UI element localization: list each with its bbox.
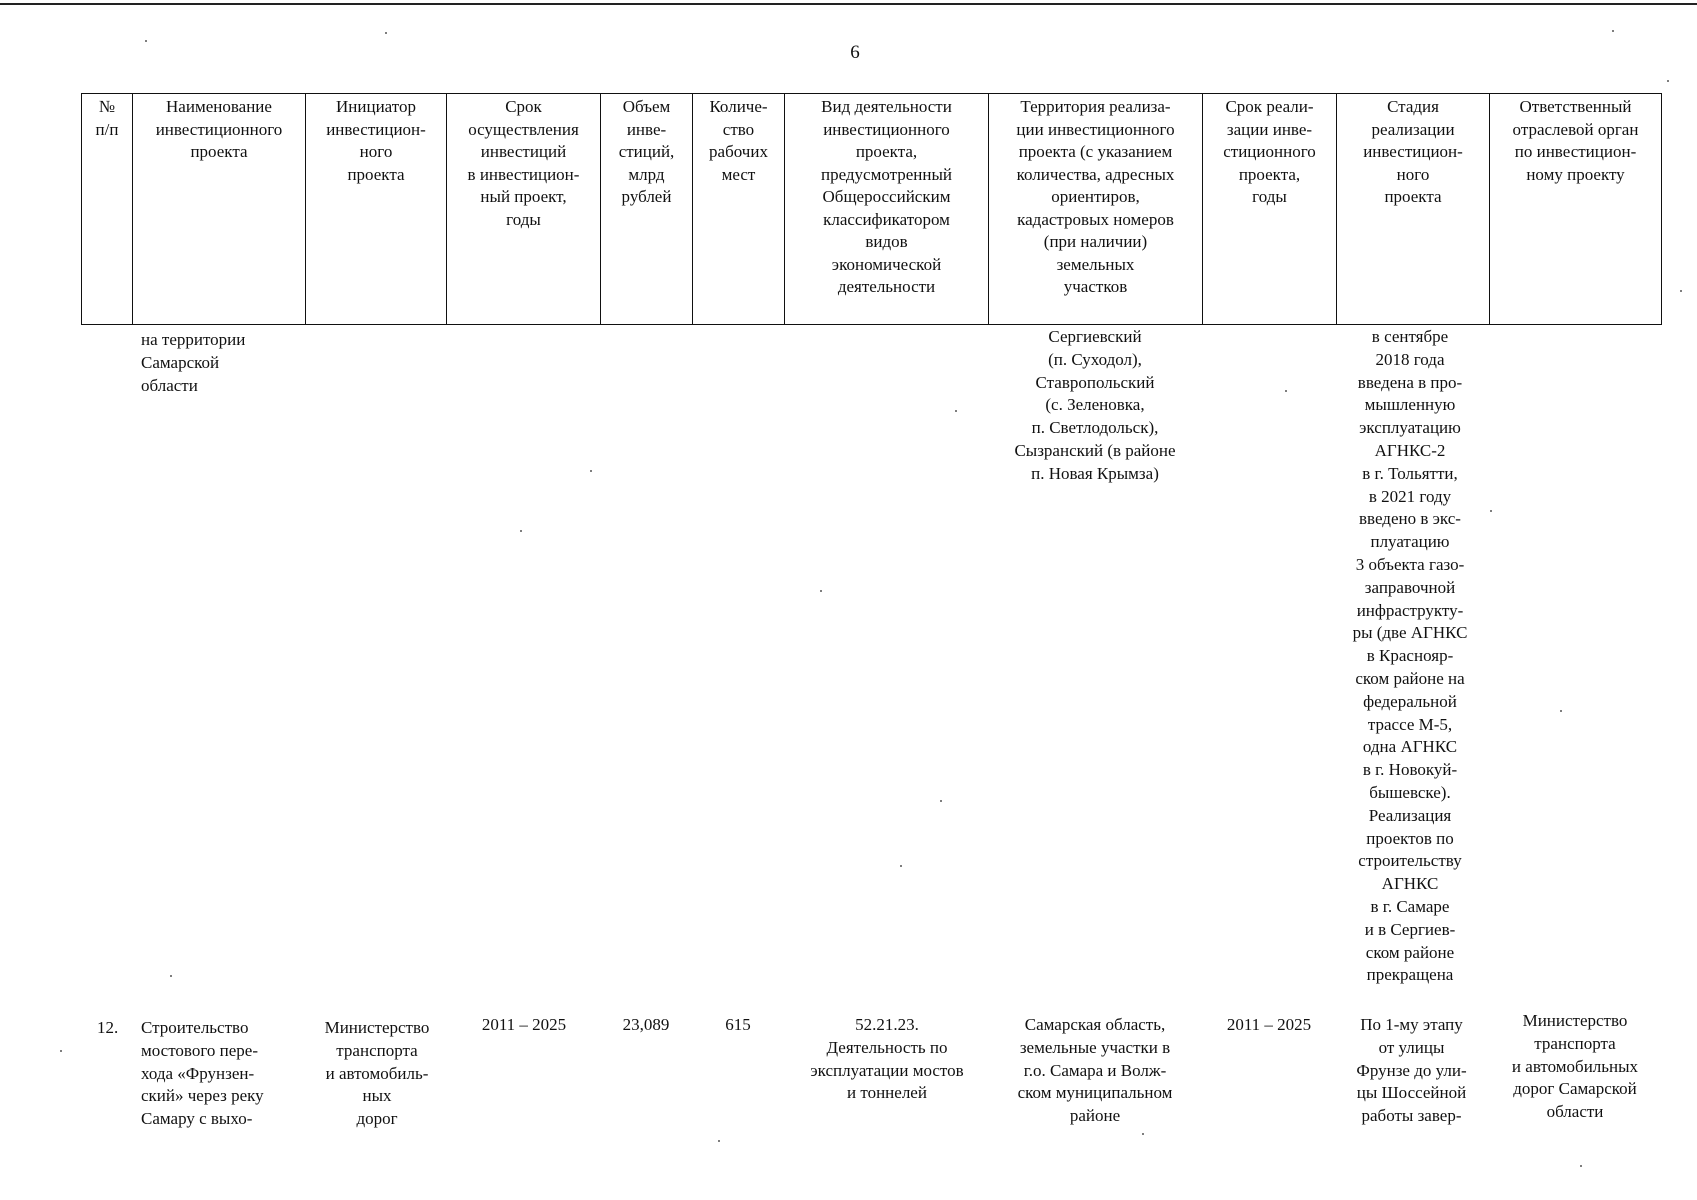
header-investment-period: Срок осуществления инвестиций в инвестицион- ный проект, годы [447,94,601,325]
row12-investment-period: 2011 – 2025 [481,1015,567,1034]
header-project-name: Наименование инвестиционного проекта [133,94,306,325]
scan-speck [1580,1165,1582,1167]
header-stage: Стадия реализации инвестицион- ного проекта [1337,94,1490,325]
row12-jobs-count: 615 [725,1015,751,1034]
scan-speck [900,865,902,867]
row12-implementation-period: 2011 – 2025 [1226,1015,1312,1034]
row12-number: 12. [97,1018,119,1037]
header-implementation-period: Срок реали- зации инве- стиционного проекта, годы [1203,94,1337,325]
header-responsible-body: Ответственный отраслевой орган по инвестицион- ному проекту [1490,94,1662,325]
scan-speck [820,590,822,592]
continuation-project-name: на территории Самарской области [141,330,246,395]
scan-speck [1680,290,1682,292]
scan-speck [520,530,522,532]
scan-top-edge [0,3,1697,5]
page-number: 6 [850,42,860,63]
row12-stage: По 1-му этапу от улицы Фрунзе до ули- цы Шоссейной работы завер- [1356,1015,1467,1126]
header-initiator: Инициатор инвестицион- ного проекта [306,94,447,325]
scan-speck [718,1140,720,1142]
scan-speck [170,975,172,977]
scan-speck [60,1050,62,1052]
row12-investment-volume: 23,089 [622,1015,670,1034]
header-activity-type: Вид деятельности инвестиционного проекта, предусмотренный Общероссийским классификатором видов экономической деятельности [785,94,989,325]
continuation-territory: Сергиевский (п. Суходол), Ставропольский (с. Зеленовка, п. Светлодольск), Сызранский (в районе п. Новая Крымза) [1014,327,1176,483]
scan-speck [1560,710,1562,712]
row12-responsible-body: Министерство транспорта и автомобильных дорог Самарской области [1511,1011,1639,1122]
scan-speck [590,470,592,472]
header-territory: Территория реализа- ции инвестиционного проекта (с указанием количества, адресных ориентиров, кадастровых номеров (при наличии) земельных участков [989,94,1203,325]
scan-speck [955,410,957,412]
scan-speck [1285,390,1287,392]
row12-territory: Самарская область, земельные участки в г.о. Самара и Волж- ском муниципальном районе [1017,1015,1173,1126]
row12-initiator: Министерство транспорта и автомобиль- ных дорог [324,1018,430,1129]
scan-speck [1490,510,1492,512]
header-investment-volume: Объем инве- стиций, млрд рублей [601,94,693,325]
continuation-stage: в сентябре 2018 года введена в про- мышленную эксплуатацию АГНКС-2 в г. Тольятти, в 2021 году введено в экс- плуатацию 3 объекта газо- заправочной инфраструкту- ры (две АГНКС в Краснояр- ском районе на федеральной трассе М-5, одна АГНКС в г. Новокуй- бышевске). Реализация проектов по строительству АГНКС в г. Самаре и в Сергиев- ском районе прекращена [1352,327,1468,985]
scan-speck [1142,1133,1144,1135]
header-row-number: № п/п [82,94,133,325]
scan-speck [145,40,147,42]
scan-speck [940,800,942,802]
scan-speck [1667,80,1669,82]
scan-speck [1612,30,1614,32]
investment-table-header [81,93,1662,325]
header-jobs-count: Количе- ство рабочих мест [693,94,785,325]
row12-activity-type: 52.21.23. Деятельность по эксплуатации мостов и тоннелей [810,1015,964,1103]
row12-project-name: Строительство мостового пере- хода «Фрунзен- ский» через реку Самару с выхо- [141,1018,264,1129]
scan-speck [385,32,387,34]
